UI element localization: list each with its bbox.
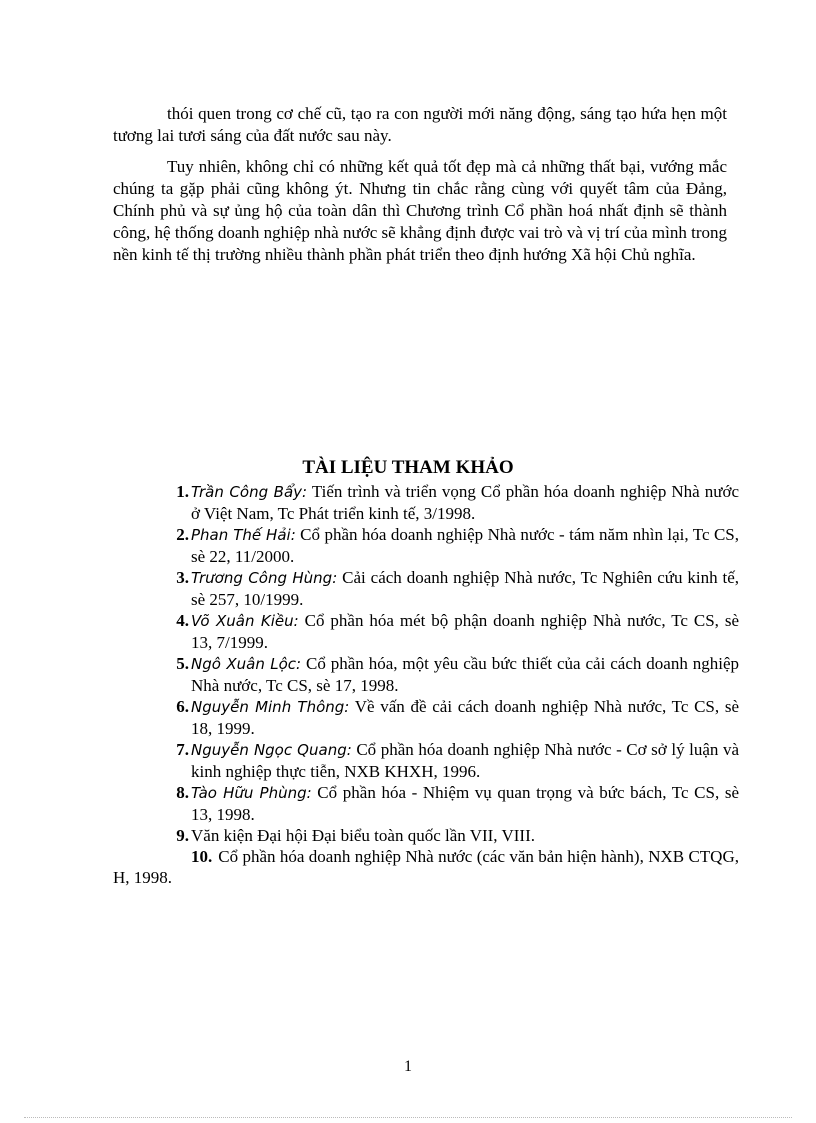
reference-number: 4. bbox=[176, 611, 189, 630]
reference-item bbox=[113, 567, 739, 610]
reference-author: Phan Thế Hải: bbox=[191, 526, 296, 544]
page-number: 1 bbox=[404, 1058, 412, 1075]
reference-text: Cổ phần hóa, một yêu cầu bức thiết của cải cách doanh nghiệp Nhà nước, Tc CS, sè 17, 1998. bbox=[191, 654, 739, 695]
reference-item bbox=[113, 610, 739, 653]
reference-author: Võ Xuân Kiều: bbox=[191, 612, 299, 630]
reference-author: Ngô Xuân Lộc: bbox=[191, 655, 302, 673]
body-paragraph: Tuy nhiên, không chỉ có những kết quả tốt đẹp mà cả những thất bại, vướng mắc chúng ta gặp phải cũng không ýt. Nhưng tin chắc rằng cùng với quyết tâm của Đảng, Chính phủ và sự ủng hộ của toàn dân thì Chương trình Cổ phần hoá nhất định sẽ thành công, hệ thống doanh nghiệp nhà nước sẽ khẳng định được vai trò và vị trí của mình trong nền kinh tế thị trường nhiều thành phần phát triển theo định hướng Xã hội Chủ nghĩa. bbox=[113, 157, 727, 264]
reference-text: Cổ phần hóa doanh nghiệp Nhà nước (các văn bản hiện hành), NXB CTQG, H, 1998. bbox=[113, 847, 739, 887]
reference-item bbox=[113, 696, 739, 739]
reference-author: Tào Hữu Phùng: bbox=[191, 784, 312, 802]
reference-text: Tiến trình và triển vọng Cổ phần hóa doanh nghiệp Nhà nước ở Việt Nam, Tc Phát triển kinh tế, 3/1998. bbox=[191, 482, 739, 523]
reference-text: Cổ phần hóa doanh nghiệp Nhà nước - tám năm nhìn lại, Tc CS, sè 22, 11/2000. bbox=[191, 525, 739, 566]
reference-number: 7. bbox=[176, 740, 189, 759]
reference-number: 8. bbox=[176, 783, 189, 802]
reference-number: 9. bbox=[176, 826, 189, 845]
reference-number: 6. bbox=[176, 697, 189, 716]
reference-number: 2. bbox=[176, 525, 189, 544]
reference-text: Về vấn đề cải cách doanh nghiệp Nhà nước, Tc CS, sè 18, 1999. bbox=[191, 697, 739, 738]
reference-item bbox=[113, 481, 739, 524]
reference-author: Nguyễn Minh Thông: bbox=[191, 698, 350, 716]
reference-author: Trương Công Hùng: bbox=[191, 569, 338, 587]
reference-item bbox=[113, 653, 739, 696]
references-title: TÀI LIỆU THAM KHẢO bbox=[302, 457, 514, 478]
references-list bbox=[113, 481, 739, 888]
page-bottom-divider bbox=[24, 1117, 792, 1118]
reference-number: 3. bbox=[176, 568, 189, 587]
reference-number: 1. bbox=[176, 482, 189, 501]
reference-number: 5. bbox=[176, 654, 189, 673]
reference-author: Trần Công Bẩy: bbox=[191, 483, 308, 501]
reference-text: Cổ phần hóa doanh nghiệp Nhà nước - Cơ sở lý luận và kinh nghiệp thực tiễn, NXB KHXH, 1996. bbox=[191, 740, 740, 781]
reference-number: 10. bbox=[191, 847, 213, 866]
body-paragraph: thói quen trong cơ chế cũ, tạo ra con người mới năng động, sáng tạo hứa hẹn một tương lai tươi sáng của đất nước sau này. bbox=[113, 104, 727, 145]
reference-text: Cổ phần hóa mét bộ phận doanh nghiệp Nhà nước, Tc CS, sè 13, 7/1999. bbox=[191, 611, 740, 652]
reference-text: Văn kiện Đại hội Đại biểu toàn quốc lần VII, VIII. bbox=[191, 826, 536, 845]
reference-item bbox=[113, 846, 739, 888]
reference-item bbox=[113, 524, 739, 567]
reference-item bbox=[113, 825, 739, 846]
reference-item bbox=[113, 739, 739, 782]
reference-text: Cải cách doanh nghiệp Nhà nước, Tc Nghiên cứu kinh tế, sè 257, 10/1999. bbox=[191, 568, 739, 609]
reference-item bbox=[113, 782, 739, 825]
reference-text: Cổ phần hóa - Nhiệm vụ quan trọng và bức bách, Tc CS, sè 13, 1998. bbox=[191, 783, 739, 824]
reference-author: Nguyễn Ngọc Quang: bbox=[191, 741, 352, 759]
